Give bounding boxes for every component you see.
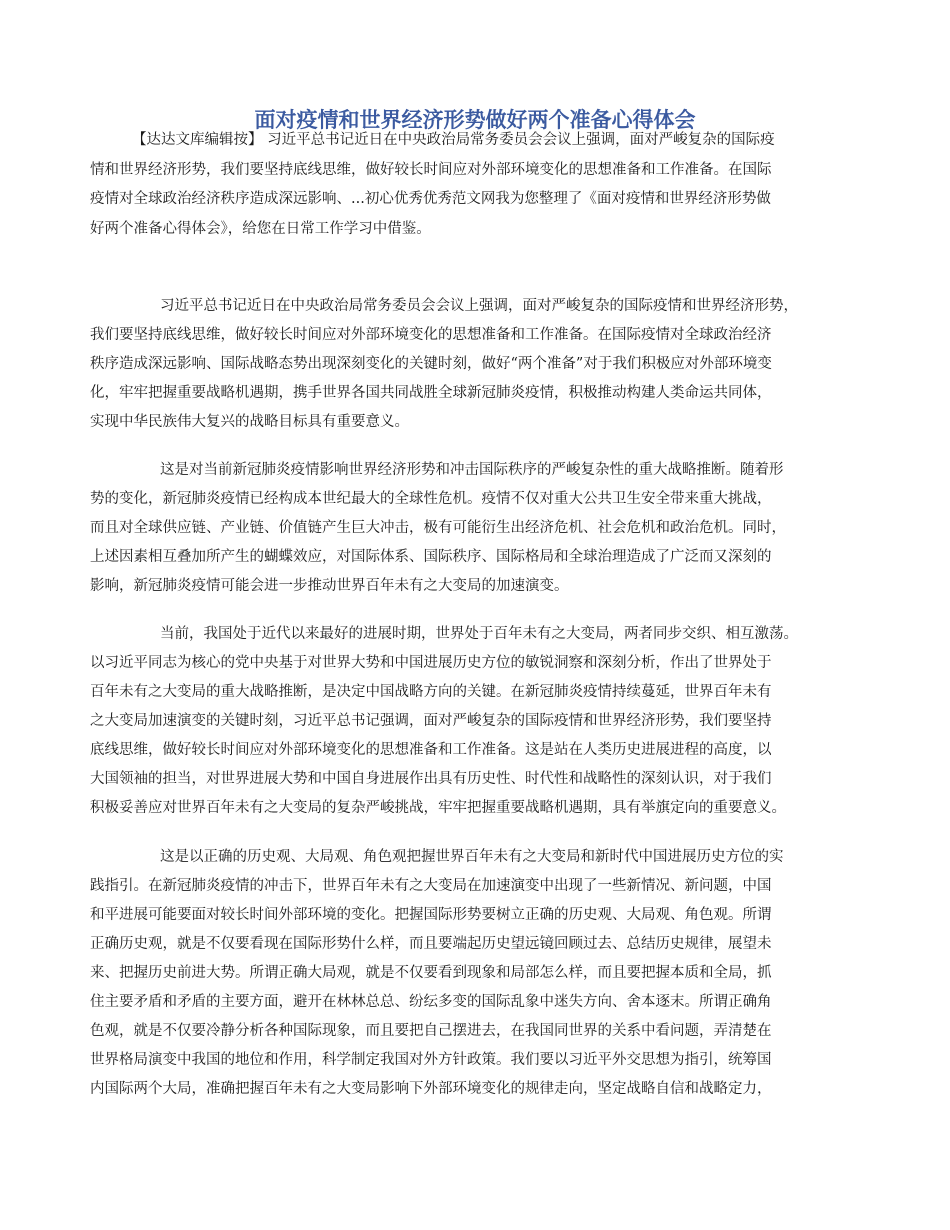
editor-note-line: 情和世界经济形势，我们要坚持底线思维，做好较长时间应对外部环境变化的思想准备和工作准备。在国际 — [90, 161, 772, 178]
paragraph-line: 我们要坚持底线思维，做好较长时间应对外部环境变化的思想准备和工作准备。在国际疫情对全球政治经济 — [90, 327, 772, 343]
paragraph-line: 以习近平同志为核心的党中央基于对世界大势和中国进展历史方位的敏锐洞察和深刻分析，作出了世界处于 — [90, 655, 772, 671]
body-paragraph-4 — [90, 843, 880, 1104]
paragraph-line: 百年未有之大变局的重大战略推断，是决定中国战略方向的关键。在新冠肺炎疫情持续蔓延，世界百年未有 — [90, 684, 772, 700]
paragraph-line: 实现中华民族伟大复兴的战略目标具有重要意义。 — [90, 414, 409, 430]
paragraph-line: 践指引。在新冠肺炎疫情的冲击下，世界百年未有之大变局在加速演变中出现了一些新情况、新问题，中国 — [90, 878, 772, 894]
paragraph-line: 底线思维，做好较长时间应对外部环境变化的思想准备和工作准备。这是站在人类历史进展进程的高度，以 — [90, 742, 772, 758]
paragraph-line: 这是以正确的历史观、大局观、角色观把握世界百年未有之大变局和新时代中国进展历史方位的实 — [160, 849, 784, 865]
paragraph-line: 当前，我国处于近代以来最好的进展时期，世界处于百年未有之大变局，两者同步交织、相互激荡。 — [160, 626, 798, 642]
paragraph-line: 和平进展可能要面对较长时间外部环境的变化。把握国际形势要树立正确的历史观、大局观、角色观。所谓 — [90, 907, 772, 923]
editor-note-line: 疫情对全球政治经济秩序造成深远影响、...初心优秀优秀范文网我为您整理了《面对疫情和世界经济形势做 — [90, 191, 771, 207]
paragraph-line: 上述因素相互叠加所产生的蝴蝶效应，对国际体系、国际秩序、国际格局和全球治理造成了广泛而又深刻的 — [90, 549, 772, 565]
paragraph-line: 习近平总书记近日在中央政治局常务委员会会议上强调，面对严峻复杂的国际疫情和世界经济形势， — [160, 298, 798, 314]
paragraph-line: 化，牢牢把握重要战略机遇期，携手世界各国共同战胜全球新冠肺炎疫情，积极推动构建人类命运共同体， — [90, 385, 772, 401]
paragraph-line: 之大变局加速演变的关键时刻，习近平总书记强调，面对严峻复杂的国际疫情和世界经济形势，我们要坚持 — [90, 713, 772, 729]
paragraph-line: 大国领袖的担当，对世界进展大势和中国自身进展作出具有历史性、时代性和战略性的深刻认识，对于我们 — [90, 771, 772, 787]
paragraph-line: 这是对当前新冠肺炎疫情影响世界经济形势和冲击国际秩序的严峻复杂性的重大战略推断。随着形 — [160, 462, 784, 478]
body-paragraph-3 — [90, 620, 880, 823]
paragraph-line: 住主要矛盾和矛盾的主要方面，避开在林林总总、纷纭多变的国际乱象中迷失方向、舍本逐末。所谓正确角 — [90, 994, 772, 1010]
editor-note-line: 【达达文库编辑按】 习近平总书记近日在中央政治局常务委员会会议上强调，面对严峻复杂的国际疫 — [132, 132, 775, 148]
body-paragraph-1 — [90, 292, 880, 437]
paragraph-line: 影响，新冠肺炎疫情可能会进一步推动世界百年未有之大变局的加速演变。 — [90, 578, 569, 594]
editor-note-line: 好两个准备心得体会》，给您在日常工作学习中借鉴。 — [90, 220, 431, 237]
editor-note — [90, 126, 880, 244]
paragraph-line: 而且对全球供应链、产业链、价值链产生巨大冲击，极有可能衍生出经济危机、社会危机和政治危机。同时， — [90, 520, 786, 536]
paragraph-line: 来、把握历史前进大势。所谓正确大局观，就是不仅要看到现象和局部怎么样，而且要把握本质和全局，抓 — [90, 965, 772, 981]
paragraph-line: 正确历史观，就是不仅要看现在国际形势什么样，而且要端起历史望远镜回顾过去、总结历史规律，展望未 — [90, 936, 772, 952]
body-paragraph-2 — [90, 456, 880, 601]
paragraph-line: 世界格局演变中我国的地位和作用，科学制定我国对外方针政策。我们要以习近平外交思想为指引，统筹国 — [90, 1052, 772, 1068]
paragraph-line: 色观，就是不仅要冷静分析各种国际现象，而且要把自己摆进去，在我国同世界的关系中看问题，弄清楚在 — [90, 1023, 772, 1039]
document-title: 面对疫情和世界经济形势做好两个准备心得体会 — [254, 108, 696, 132]
paragraph-line: 势的变化，新冠肺炎疫情已经构成本世纪最大的全球性危机。疫情不仅对重大公共卫生安全带来重大挑战， — [90, 491, 772, 507]
paragraph-line: 内国际两个大局，准确把握百年未有之大变局影响下外部环境变化的规律走向，坚定战略自信和战略定力， — [90, 1081, 772, 1097]
paragraph-line: 秩序造成深远影响、国际战略态势出现深刻变化的关键时刻，做好“两个准备”对于我们积极应对外部环境变 — [90, 356, 772, 372]
paragraph-line: 积极妥善应对世界百年未有之大变局的复杂严峻挑战，牢牢把握重要战略机遇期，具有举旗定向的重要意义。 — [90, 800, 786, 816]
